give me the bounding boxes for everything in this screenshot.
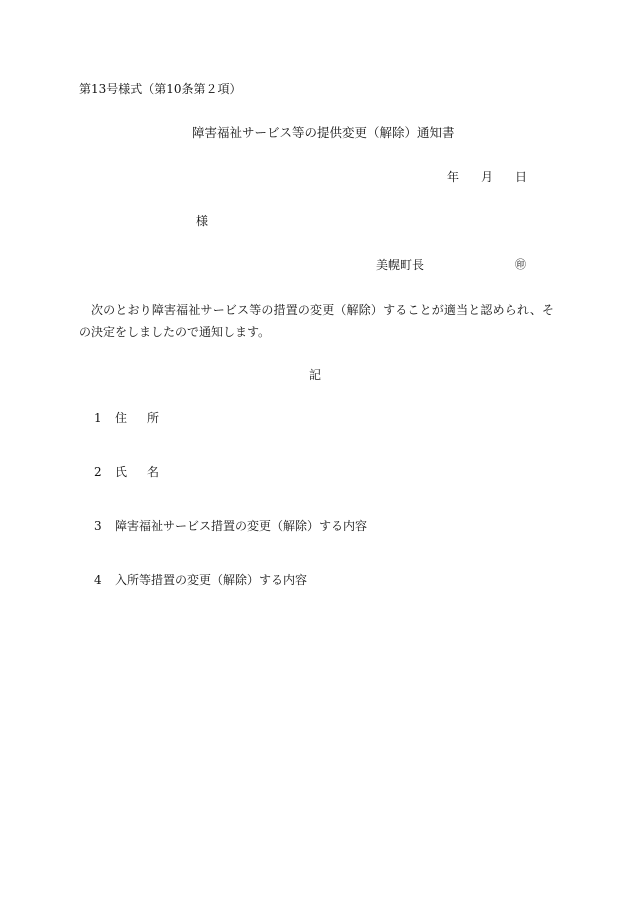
day-label: 日 [515, 170, 528, 184]
issuer-name: 美幌町長 [376, 258, 425, 272]
recipient-suffix: 様 [196, 214, 209, 228]
item-label-part: 名 [147, 465, 160, 479]
item-label-part: 所 [147, 411, 160, 425]
item-label: 障害福祉サービス措置の変更（解除）する内容 [115, 519, 368, 533]
month-label: 月 [481, 170, 494, 184]
item-name [94, 466, 159, 478]
item-number: 1 [94, 411, 102, 425]
item-label: 入所等措置の変更（解除）する内容 [115, 573, 308, 587]
item-label-part: 住 [115, 411, 128, 425]
item-number: 3 [94, 519, 102, 533]
year-label: 年 [447, 170, 460, 184]
document-title: 障害福祉サービス等の提供変更（解除）通知書 [192, 125, 455, 140]
item-label-part: 氏 [115, 465, 128, 479]
item-admission-change [94, 574, 307, 586]
date-line [447, 171, 527, 183]
form-number: 第13号様式（第10条第２項） [79, 82, 242, 96]
item-address [94, 412, 159, 424]
notice-body: 次のとおり障害福祉サービス等の措置の変更（解除）することが適当と認められ、その決定をしましたので通知します。 [79, 303, 554, 339]
item-service-change [94, 520, 367, 532]
seal-mark: ㊞ [515, 258, 526, 271]
ki-heading: 記 [309, 368, 322, 382]
item-number: 2 [94, 465, 102, 479]
item-number: 4 [94, 573, 102, 587]
